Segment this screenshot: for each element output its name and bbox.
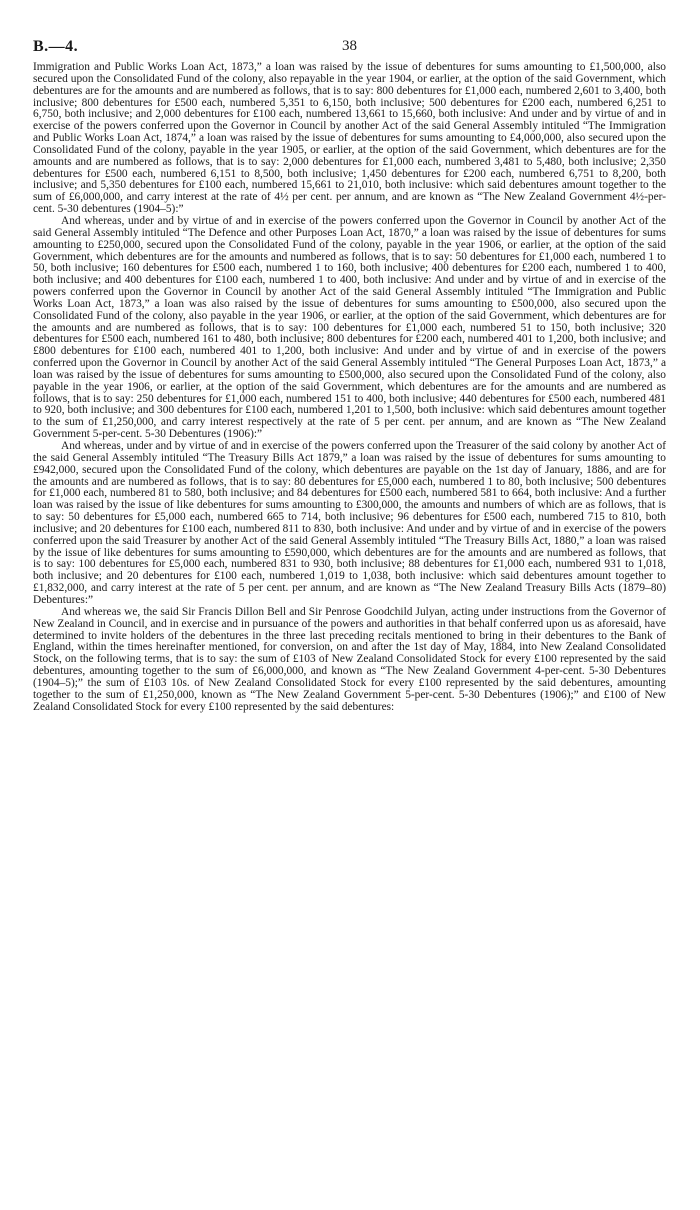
document-reference: B.—4. xyxy=(33,38,79,55)
paragraph: And whereas, under and by virtue of and in exercise of the powers conferred upon the Treasurer of the said colony by another Act of the said General Assembly intituled “The Treasury Bills Act 1879,” a loan was raised by the issue of debentures for sums amounting to £942,000, secured upon the Consolidated Fund of the colony, which debentures are payable on the 1st day of January, 1886, and are for the amounts and are numbered as follows, that is to say: 80 debentures for £5,000 each, numbered 1 to 80, both inclusive; 500 debentures for £1,000 each, numbered 81 to 580, both inclusive; and 84 debentures for £500 each, numbered 581 to 664, both inclusive: And a further loan was raised by the issue of like debentures for sums amounting to £300,000, the amounts and numbers of which are as follows, that is to say: 50 debentures for £5,000 each, numbered 665 to 714, both inclusive; 96 debentures for £500 each, numbered 715 to 810, both inclusive; and 20 debentures for £100 each, numbered 811 to 830, both inclusive: And under and by virtue of and in exercise of the powers conferred upon the said Treasurer by another Act of the said General Assembly intituled “The Treasury Bills Act, 1880,” a loan was raised by the issue of like debentures for sums amounting to £590,000, which debentures are for the amounts and are numbered as follows, that is to say: 100 debentures for £5,000 each, numbered 831 to 930, both inclusive; 88 debentures for £1,000 each, numbered 931 to 1,018, both inclusive; and 20 debentures for £100 each, numbered 1,019 to 1,038, both inclusive: which said debentures amount together to £1,832,000, and carry interest at the rate of 5 per cent. per annum, and are known as “The New Zealand Treasury Bills Acts (1879–80) Debentures:” xyxy=(33,440,666,606)
body-text xyxy=(33,62,666,713)
paragraph: And whereas, under and by virtue of and in exercise of the powers conferred upon the Governor in Council by another Act of the said General Assembly intituled “The Defence and other Purposes Loan Act, 1870,” a loan was raised by the issue of debentures for sums amounting to £250,000, secured upon the Consolidated Fund of the colony, payable in the year 1906, or earlier, at the option of the said Government, which debentures are for the amounts and numbered as follows, that is to say: 50 debentures for £1,000 each, numbered 1 to 50, both inclusive; 160 debentures for £500 each, numbered 1 to 160, both inclusive; 400 debentures for £200 each, numbered 1 to 400, both inclusive; and 400 debentures for £100 each, numbered 1 to 400, both inclusive: And under and by virtue of and in exercise of the powers conferred upon the Governor in Council by another Act of the said General Assembly intituled “The Immigration and Public Works Loan Act, 1873,” a loan was also raised by the issue of debentures for sums amounting to £500,000, also secured upon the Consolidated Fund of the colony, also payable in the year 1906, or earlier, at the option of the said Government, which debentures are for the amounts and are numbered as follows, that is to say: 100 debentures for £1,000 each, numbered 51 to 150, both inclusive; 320 debentures for £500 each, numbered 161 to 480, both inclusive; 800 debentures for £200 each, numbered 401 to 1,200, both inclusive; and £800 debentures for £100 each, numbered 401 to 1,200, both inclusive: And under and by virtue of and in exercise of the powers conferred upon the Governor in Council by another Act of the said General Assembly intituled “The General Purposes Loan Act, 1873,” a loan was raised by the issue of debentures for sums amounting to £500,000, also secured upon the Consolidated Fund of the colony, also payable in the year 1906, or earlier, at the option of the said Government, which debentures are for the amounts and are numbered as follows, that is to say: 250 debentures for £1,000 each, numbered 151 to 400, both inclusive; 440 debentures for £500 each, numbered 481 to 920, both inclusive; and 300 debentures for £100 each, numbered 1,201 to 1,500, both inclusive: which said debentures amount together to the sum of £1,250,000, and carry interest respectively at the rate of 5 per cent. per annum, and are known as “The New Zealand Government 5-per-cent. 5-30 Debentures (1906):” xyxy=(33,214,666,441)
page-header xyxy=(33,38,666,62)
page-number: 38 xyxy=(342,38,357,54)
paragraph: And whereas we, the said Sir Francis Dillon Bell and Sir Penrose Goodchild Julyan, acting under instructions from the Governor of New Zealand in Council, and in exercise and in pursuance of the powers and authorities in that behalf conferred upon us as aforesaid, have determined to invite holders of the debentures in the three last preceding recitals mentioned to bring in their debentures to the Bank of England, within the times hereinafter mentioned, for conversion, on and after the 1st day of May, 1884, into New Zealand Consolidated Stock, on the following terms, that is to say: the sum of £103 of New Zealand Consolidated Stock for every £100 represented by the said debentures, amounting together to the sum of £6,000,000, and known as “The New Zealand Government 4-per-cent. 5-30 Debentures (1904–5);” the sum of £103 10s. of New Zealand Consolidated Stock for every £100 represented by the said debentures, amounting together to the sum of £1,250,000, known as “The New Zealand Government 5-per-cent. 5-30 Debentures (1906);” and £100 of New Zealand Consolidated Stock for every £100 represented by the said debentures: xyxy=(33,605,666,713)
paragraph-continued: Immigration and Public Works Loan Act, 1873,” a loan was raised by the issue of debentures for sums amounting to £1,500,000, also secured upon the Consolidated Fund of the colony, also repayable in the year 1904, or earlier, at the option of the said Government, which debentures are for the amounts and are numbered as follows, that is to say: 800 debentures for £1,000 each, numbered 2,601 to 3,400, both inclusive; 800 debentures for £500 each, numbered 5,351 to 6,150, both inclusive; 500 debentures for £200 each, numbered 6,251 to 6,750, both inclusive; and 2,000 debentures for £100 each, numbered 13,661 to 15,660, both inclusive: And under and by virtue of and in exercise of the powers conferred upon the Governor in Council by another Act of the said General Assembly intituled “The Immigration and Public Works Loan Act, 1874,” a loan was raised by the issue of debentures for sums amounting to £4,000,000, also secured upon the Consolidated Fund of the colony, payable in the year 1905, or earlier, at the option of the said Government, which debentures are for the amounts and are numbered as follows, that is to say: 2,000 debentures for £1,000 each, numbered 3,481 to 5,480, both inclusive; 2,350 debentures for £500 each, numbered 6,151 to 8,500, both inclusive; 1,450 debentures for £200 each, numbered 6,751 to 8,200, both inclusive; and 5,350 debentures for £100 each, numbered 15,661 to 21,010, both inclusive: which said debentures amount together to the sum of £6,000,000, and carry interest at the rate of 4½ per cent. per annum, and are known as “The New Zealand Government 4½-per-cent. 5-30 debentures (1904–5):” xyxy=(33,61,666,216)
